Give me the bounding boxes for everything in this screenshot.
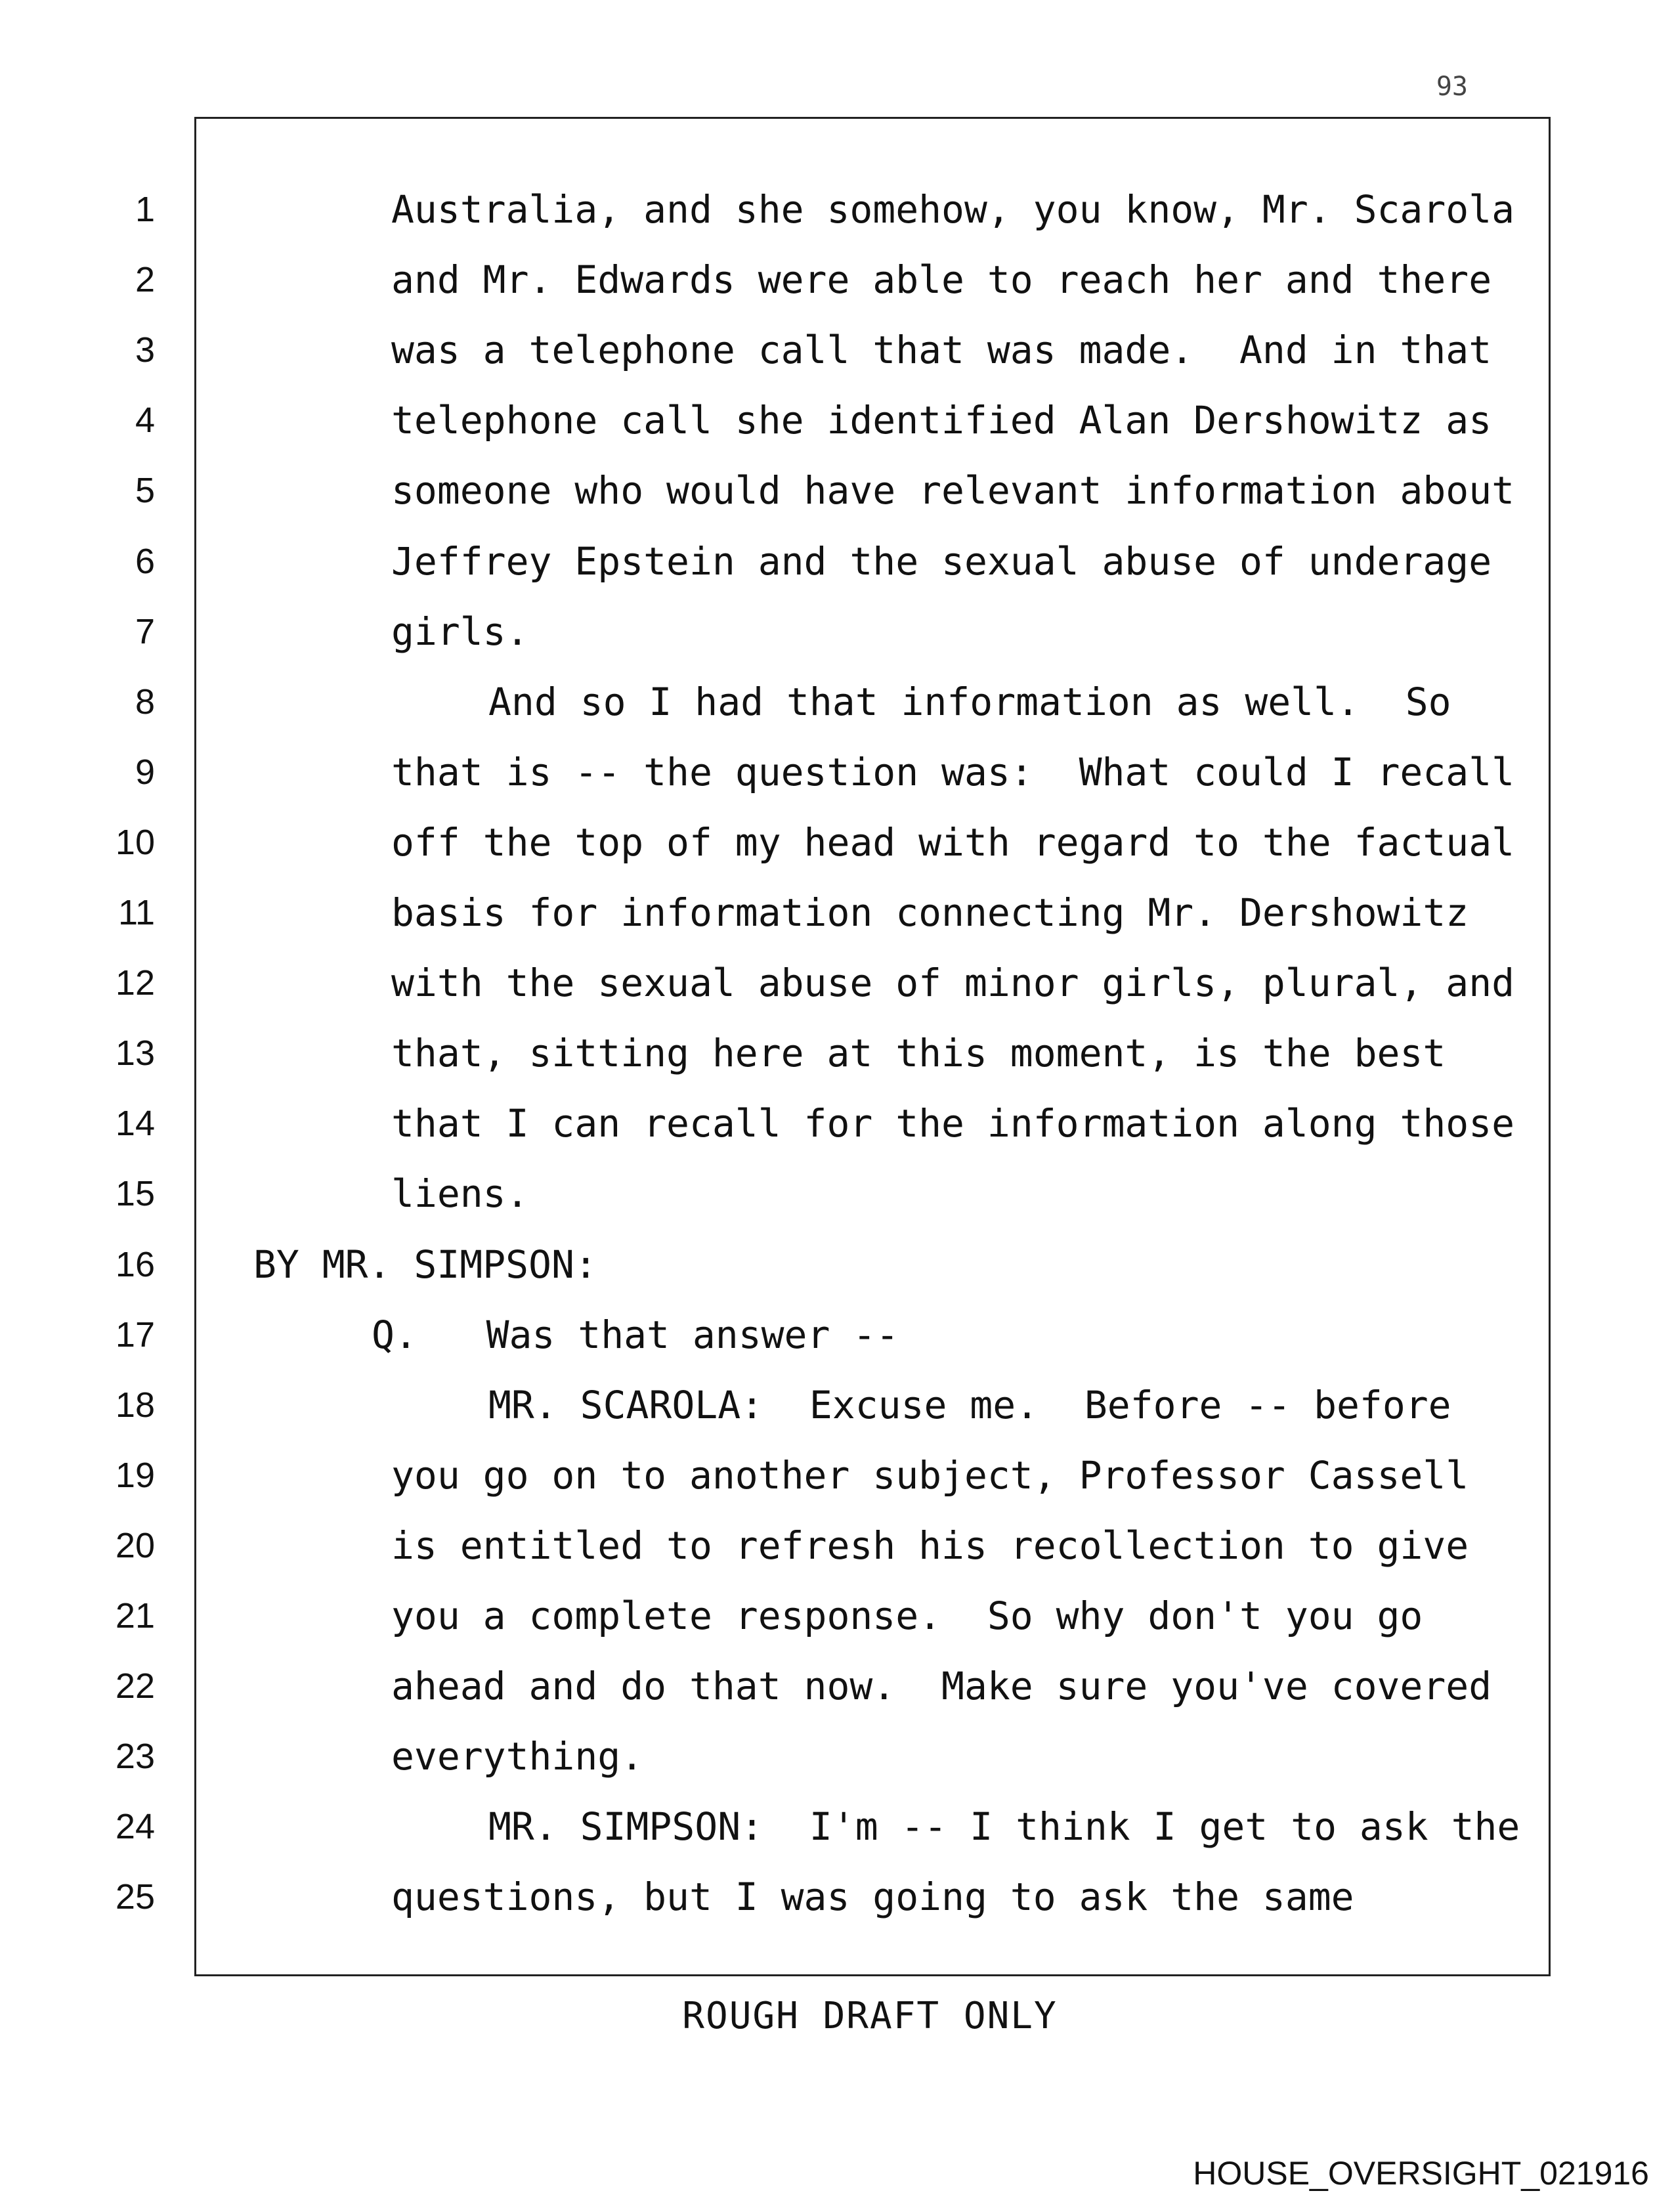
- transcript-line: BY MR. SIMPSON:: [253, 1242, 597, 1287]
- line-number: 3: [135, 330, 155, 370]
- rough-draft-label: ROUGH DRAFT ONLY: [682, 1995, 1058, 2037]
- line-number: 22: [115, 1666, 155, 1706]
- line-number: 14: [115, 1104, 155, 1143]
- line-number: 6: [135, 542, 155, 581]
- line-number: 4: [135, 401, 155, 440]
- line-number: 9: [135, 752, 155, 792]
- page-number: 93: [1436, 72, 1468, 102]
- transcript-line: ahead and do that now. Make sure you've covered: [391, 1664, 1492, 1708]
- bates-number: HOUSE_OVERSIGHT_021916: [1193, 2155, 1649, 2192]
- line-number: 16: [115, 1245, 155, 1284]
- transcript-line: everything.: [391, 1734, 644, 1779]
- line-number: 12: [115, 963, 155, 1003]
- transcript-line: girls.: [391, 609, 529, 654]
- transcript-line: you a complete response. So why don't you go: [391, 1594, 1423, 1638]
- line-number: 25: [115, 1877, 155, 1917]
- line-number: 15: [115, 1174, 155, 1213]
- transcript-line: someone who would have relevant information about: [391, 468, 1515, 513]
- line-number: 10: [115, 823, 155, 862]
- line-number: 8: [135, 682, 155, 722]
- transcript-line: is entitled to refresh his recollection to give: [391, 1523, 1469, 1568]
- transcript-line: with the sexual abuse of minor girls, plural, and: [391, 961, 1515, 1005]
- transcript-line: MR. SIMPSON: I'm -- I think I get to ask the: [488, 1804, 1520, 1849]
- transcript-line: And so I had that information as well. So: [488, 680, 1451, 724]
- line-number: 21: [115, 1596, 155, 1636]
- transcript-line: questions, but I was going to ask the same: [391, 1875, 1354, 1919]
- line-number: 11: [118, 893, 155, 932]
- transcript-line: Australia, and she somehow, you know, Mr. Scarola: [391, 187, 1515, 232]
- line-number: 18: [115, 1385, 155, 1425]
- line-number: 5: [135, 471, 155, 510]
- transcript-line: off the top of my head with regard to the factual: [391, 820, 1515, 865]
- transcript-line: was a telephone call that was made. And in that: [391, 328, 1492, 372]
- transcript-line: liens.: [391, 1171, 529, 1216]
- transcript-line: MR. SCAROLA: Excuse me. Before -- before: [488, 1383, 1451, 1427]
- line-number: 24: [115, 1807, 155, 1846]
- line-number: 7: [135, 612, 155, 651]
- line-number: 20: [115, 1526, 155, 1565]
- transcript-line: that, sitting here at this moment, is the best: [391, 1031, 1446, 1075]
- transcript-line: that is -- the question was: What could I recall: [391, 750, 1515, 794]
- transcript-line: Jeffrey Epstein and the sexual abuse of underage: [391, 539, 1492, 584]
- transcript-line: and Mr. Edwards were able to reach her and there: [391, 257, 1492, 302]
- line-number: 17: [115, 1315, 155, 1355]
- line-number: 1: [135, 190, 155, 229]
- line-number: 23: [115, 1737, 155, 1776]
- transcript-line: Q. Was that answer --: [372, 1312, 899, 1357]
- transcript-line: you go on to another subject, Professor Cassell: [391, 1453, 1469, 1498]
- line-number: 2: [135, 260, 155, 299]
- line-number: 13: [115, 1033, 155, 1073]
- transcript-line: that I can recall for the information along those: [391, 1101, 1515, 1146]
- transcript-line: telephone call she identified Alan Dershowitz as: [391, 398, 1492, 443]
- transcript-line: basis for information connecting Mr. Dershowitz: [391, 890, 1469, 935]
- line-number: 19: [115, 1456, 155, 1495]
